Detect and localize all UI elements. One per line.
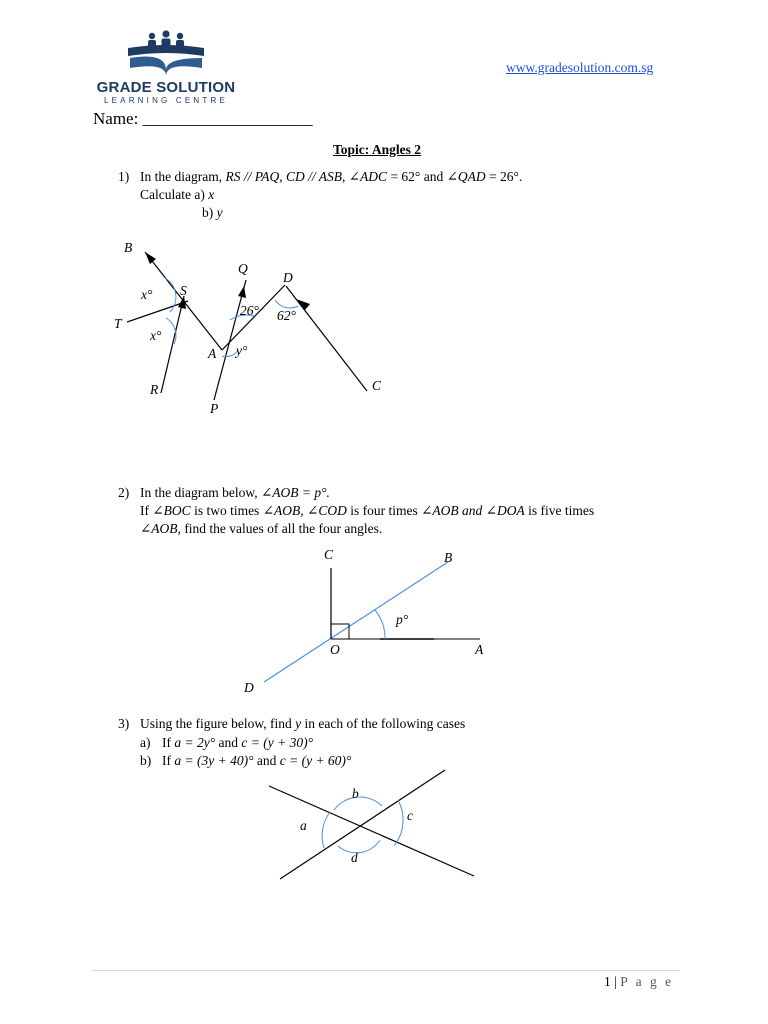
arc-c — [394, 800, 403, 846]
label-q: Q — [238, 261, 248, 276]
q2-text: is four times — [346, 503, 422, 518]
q3a-expr-c: c = (y + 30)° — [241, 735, 313, 750]
q3b-text: If — [162, 753, 175, 768]
page-footer — [604, 974, 674, 990]
label-c: C — [324, 547, 334, 562]
q2-text: If — [140, 503, 153, 518]
label-a: a — [300, 818, 307, 833]
question-1-number: 1) — [118, 169, 130, 184]
label-c: C — [372, 378, 382, 393]
label-b: B — [124, 240, 133, 255]
q3-text: in each of the following cases — [301, 716, 466, 731]
page-title: Topic: Angles 2 — [333, 142, 422, 157]
q1-var-y: y — [216, 205, 223, 220]
q3b-expr-a: a = (3y + 40)° — [174, 753, 254, 768]
q3a-text: If — [162, 735, 175, 750]
arc-a — [322, 812, 330, 848]
label-s: S — [180, 283, 187, 298]
q2-angle-boc: ∠BOC — [152, 503, 191, 518]
q3-var-y: y — [295, 716, 302, 731]
label-d: d — [351, 850, 358, 865]
q2-angle-aob: ∠AOB = p°. — [260, 485, 330, 500]
label-c: c — [407, 808, 413, 823]
q1-part-b: b) — [202, 205, 217, 220]
q3-text: Using the figure below, find — [140, 716, 296, 731]
question-3-part-b-label: b) — [140, 753, 152, 768]
q3b-expr-c: c = (y + 60)° — [279, 753, 352, 768]
page-word: P a g e — [620, 974, 674, 989]
label-r: R — [150, 382, 159, 397]
label-26: 26° — [240, 303, 259, 318]
label-x-bottom: x° — [150, 328, 162, 343]
q3a-expr-a: a = 2y° — [174, 735, 216, 750]
label-d: D — [283, 270, 293, 285]
label-a: A — [208, 346, 217, 361]
q1-angle-adc: ∠ADC — [348, 169, 388, 184]
question-3-part-a-label: a) — [140, 735, 151, 750]
q2-angle-cod: ∠AOB, ∠COD — [262, 503, 347, 518]
label-p: P — [210, 401, 219, 416]
footer-divider — [92, 970, 680, 971]
q2-text: In the diagram below, — [140, 485, 261, 500]
q2-text: is two times — [190, 503, 263, 518]
q2-text: find the values of all the four angles. — [180, 521, 383, 536]
q2-text: is five times — [524, 503, 595, 518]
arc-d — [338, 840, 380, 853]
name-field-line: Name: ____________________ — [93, 109, 313, 128]
page-separator: | — [610, 974, 621, 989]
label-t: T — [114, 316, 122, 331]
q1-text: = 26°. — [485, 169, 523, 184]
website-link[interactable]: www.gradesolution.com.sg — [506, 60, 654, 75]
label-62: 62° — [277, 308, 296, 323]
q1-parallels: RS // PAQ, CD // ASB, — [225, 169, 349, 184]
question-2-number: 2) — [118, 485, 130, 500]
question-3-number: 3) — [118, 716, 130, 731]
q1-var-x: x — [208, 187, 215, 202]
label-a: A — [475, 642, 484, 657]
label-x-top: x° — [141, 287, 153, 302]
q1-calc-label: Calculate a) — [140, 187, 209, 202]
logo-name: GRADE SOLUTION — [96, 79, 236, 96]
q3a-text: and — [215, 735, 242, 750]
label-y: y° — [236, 343, 248, 358]
q1-text: In the diagram, — [140, 169, 226, 184]
q3b-text: and — [253, 753, 280, 768]
label-p: p° — [396, 612, 409, 627]
logo-subtitle: LEARNING CENTRE — [103, 96, 228, 105]
q2-angle-aob-2: ∠AOB, — [140, 521, 181, 536]
q1-angle-qad: ∠QAD — [446, 169, 486, 184]
label-b: b — [352, 786, 359, 801]
page-number: 1 — [604, 974, 611, 989]
q1-text: = 62° and — [387, 169, 447, 184]
q2-angle-doa: ∠AOB and ∠DOA — [421, 503, 525, 518]
label-d: D — [244, 680, 254, 695]
label-o: O — [330, 642, 340, 657]
label-b: B — [444, 550, 453, 565]
